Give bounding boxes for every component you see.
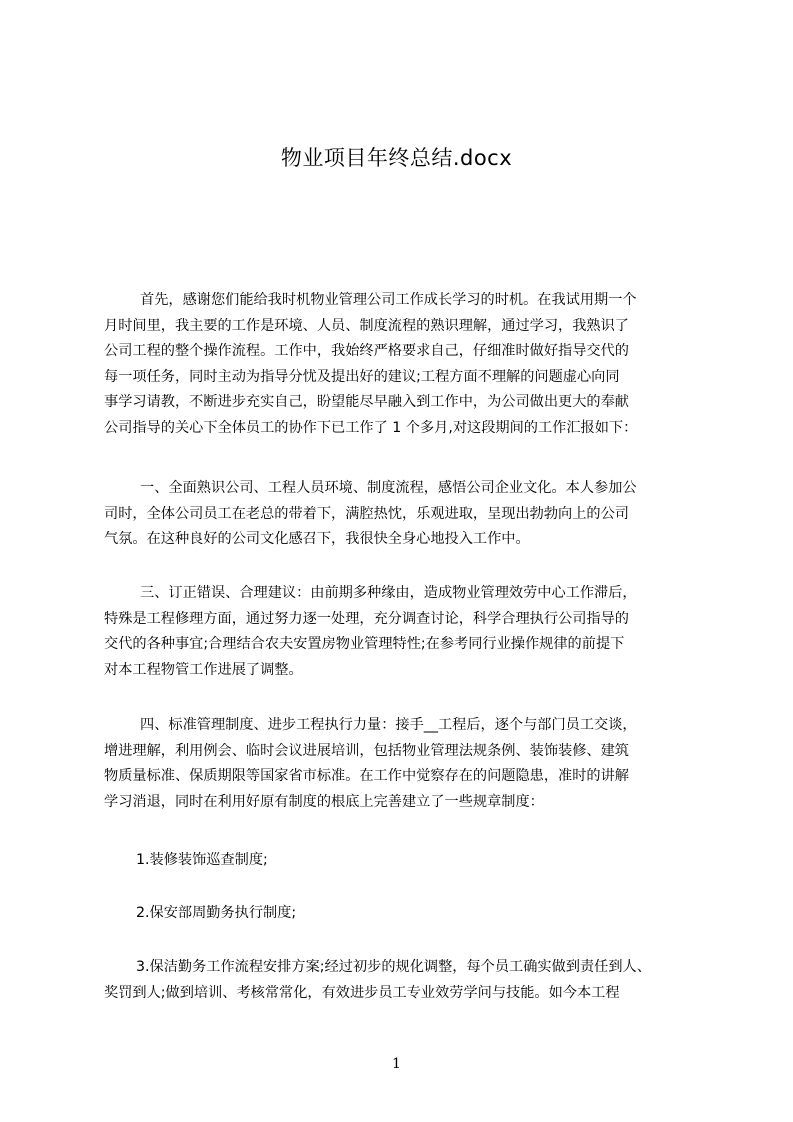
list-item	[104, 901, 704, 927]
text-line: 2.保安部周勤务执行制度;	[136, 905, 297, 921]
paragraph-section-four	[104, 713, 704, 815]
text-line: 月时间里，我主要的工作是环境、人员、制度流程的熟识理解，通过学习，我熟识了	[104, 317, 629, 334]
text-line: 奖罚到人;做到培训、考核常常化，有效进步员工专业效劳学问与技能。如今本工程	[104, 984, 620, 1001]
text-line: 每一项任务，同时主动为指导分忧及提出好的建议;工程方面不理解的问题虚心向同	[104, 368, 620, 385]
text-line: 四、标准管理制度、进步工程执行力量：接手__工程后，逐个与部门员工交谈，	[140, 717, 637, 733]
text-line: 3.保洁勤务工作流程安排方案;经过初步的规化调整，每个员工确实做到责任到人、	[136, 959, 651, 975]
text-line: 三、订正错误、合理建议：由前期多种缘由，造成物业管理效劳中心工作滞后，	[140, 585, 637, 601]
text-line: 物质量标准、保质期限等国家省市标准。在工作中觉察存在的问题隐患，准时的讲解	[104, 768, 629, 784]
text-line: 首先，感谢您们能给我时机物业管理公司工作成长学习的时机。在我试用期一个	[140, 292, 637, 308]
text-line: 司时，全体公司员工在老总的带着下，满腔热忱，乐观进取，呈现出勃勃向上的公司	[104, 505, 629, 522]
text-line: 交代的各种事宜;合理结合农夫安置房物业管理特性;在参考同行业操作规律的前提下	[104, 636, 625, 652]
text-line: 1.装修装饰巡查制度;	[136, 852, 268, 868]
list-item	[104, 955, 704, 1006]
text-line: 增进理解，利用例会、临时会议进展培训，包括物业管理法规条例、装饰装修、建筑	[104, 742, 629, 759]
list-item	[104, 848, 704, 874]
paragraph-intro	[104, 288, 704, 441]
text-line: 特殊是工程修理方面，通过努力逐一处理，充分调查讨论，科学合理执行公司指导的	[104, 610, 629, 627]
paragraph-section-one	[104, 476, 704, 553]
text-line: 气氛。在这种良好的公司文化感召下，我很快全身心地投入工作中。	[104, 531, 530, 547]
paragraph-section-three	[104, 581, 704, 683]
text-line: 对本工程物管工作进展了调整。	[104, 661, 303, 678]
page-number: 1	[392, 1056, 401, 1072]
text-line: 一、全面熟识公司、工程人员环境、制度流程，感悟公司企业文化。本人参加公	[140, 480, 637, 496]
text-line: 学习消退，同时在利用好原有制度的根底上完善建立了一些规章制度：	[104, 793, 544, 810]
text-line: 公司指导的关心下全体员工的协作下已工作了 1 个多月,对这段期间的工作汇报如下：	[104, 419, 638, 436]
text-line: 事学习请教，不断进步充实自己，盼望能尽早融入到工作中，为公司做出更大的奉献	[104, 394, 629, 410]
document-title: 物业项目年终总结.docx	[280, 146, 513, 170]
text-line: 公司工程的整个操作流程。工作中，我始终严格要求自己，仔细准时做好指导交代的	[104, 343, 629, 359]
